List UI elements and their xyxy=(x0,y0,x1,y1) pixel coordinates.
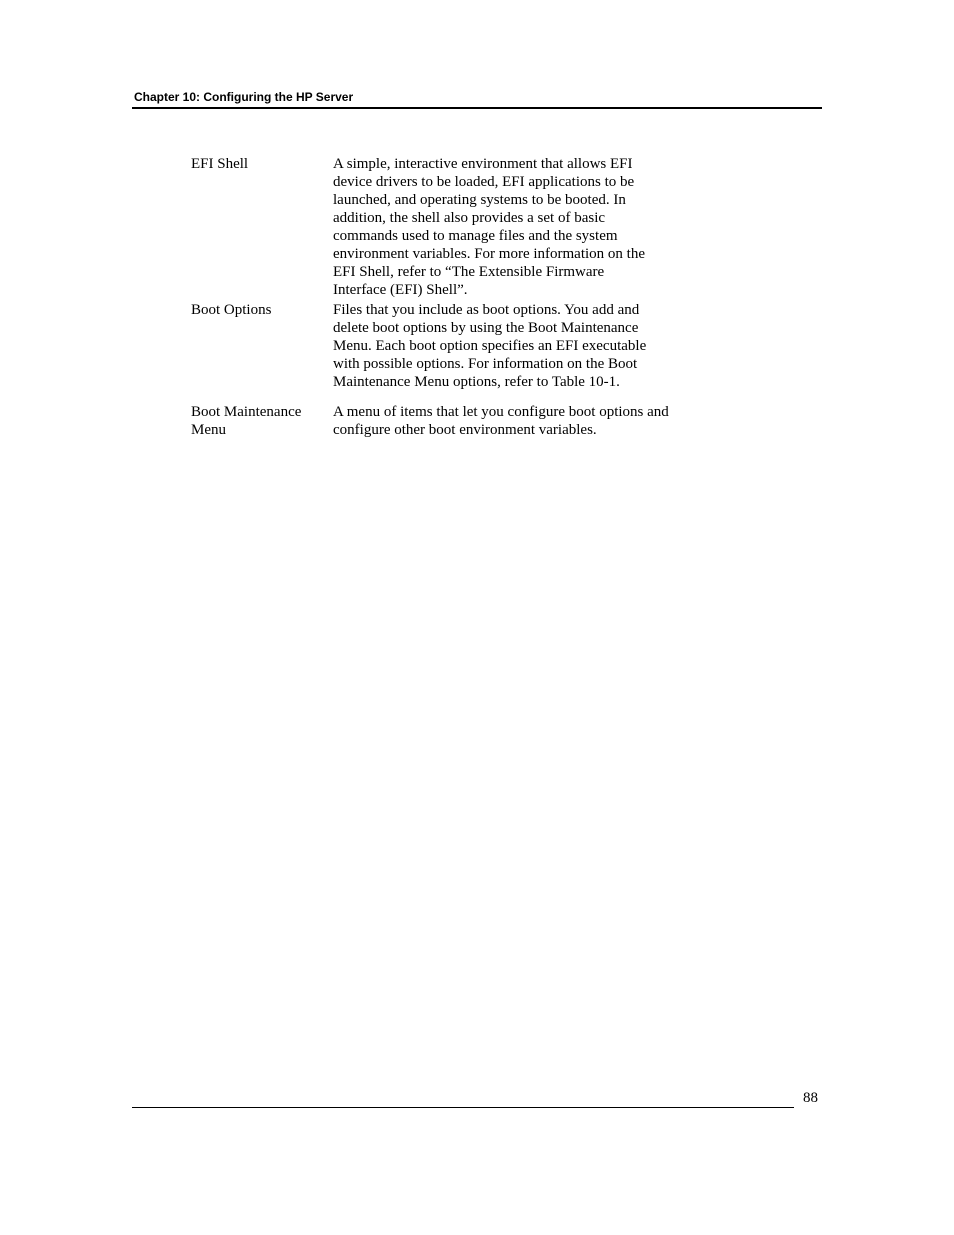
definition-line: Interface (EFI) Shell”. xyxy=(333,282,468,298)
page-number: 88 xyxy=(803,1090,818,1106)
footer-divider xyxy=(132,1107,794,1108)
definition-line: device drivers to be loaded, EFI applications to be xyxy=(333,174,635,190)
definition-line: configure other boot environment variables. xyxy=(333,422,597,438)
term-line: Menu xyxy=(191,422,226,438)
definition-line: A menu of items that let you configure boot options and xyxy=(333,404,669,420)
definition-line: Files that you include as boot options. You add and xyxy=(333,302,640,318)
header-divider xyxy=(132,107,822,109)
definition-line: Menu. Each boot option specifies an EFI executable xyxy=(333,338,647,354)
definition-line: Maintenance Menu options, refer to Table 10-1. xyxy=(333,374,620,390)
definition-line: commands used to manage files and the system xyxy=(333,228,618,244)
term xyxy=(191,155,248,173)
definition-line: launched, and operating systems to be booted. In xyxy=(333,192,626,208)
term-line: EFI Shell xyxy=(191,156,249,172)
definition xyxy=(333,155,645,299)
term xyxy=(191,403,301,439)
term-line: Boot Maintenance xyxy=(191,404,302,420)
term xyxy=(191,301,271,319)
definition-line: EFI Shell, refer to “The Extensible Firmware xyxy=(333,264,605,280)
definition-line: delete boot options by using the Boot Maintenance xyxy=(333,320,639,336)
definition-line: with possible options. For information on the Boot xyxy=(333,356,638,372)
chapter-title: Chapter 10: Configuring the HP Server xyxy=(134,90,354,104)
definition-line: environment variables. For more information on the xyxy=(333,246,646,262)
definition-line: addition, the shell also provides a set of basic xyxy=(333,210,606,226)
definition xyxy=(333,403,669,439)
definition-line: A simple, interactive environment that allows EFI xyxy=(333,156,633,172)
term-line: Boot Options xyxy=(191,302,272,318)
definition xyxy=(333,301,646,391)
